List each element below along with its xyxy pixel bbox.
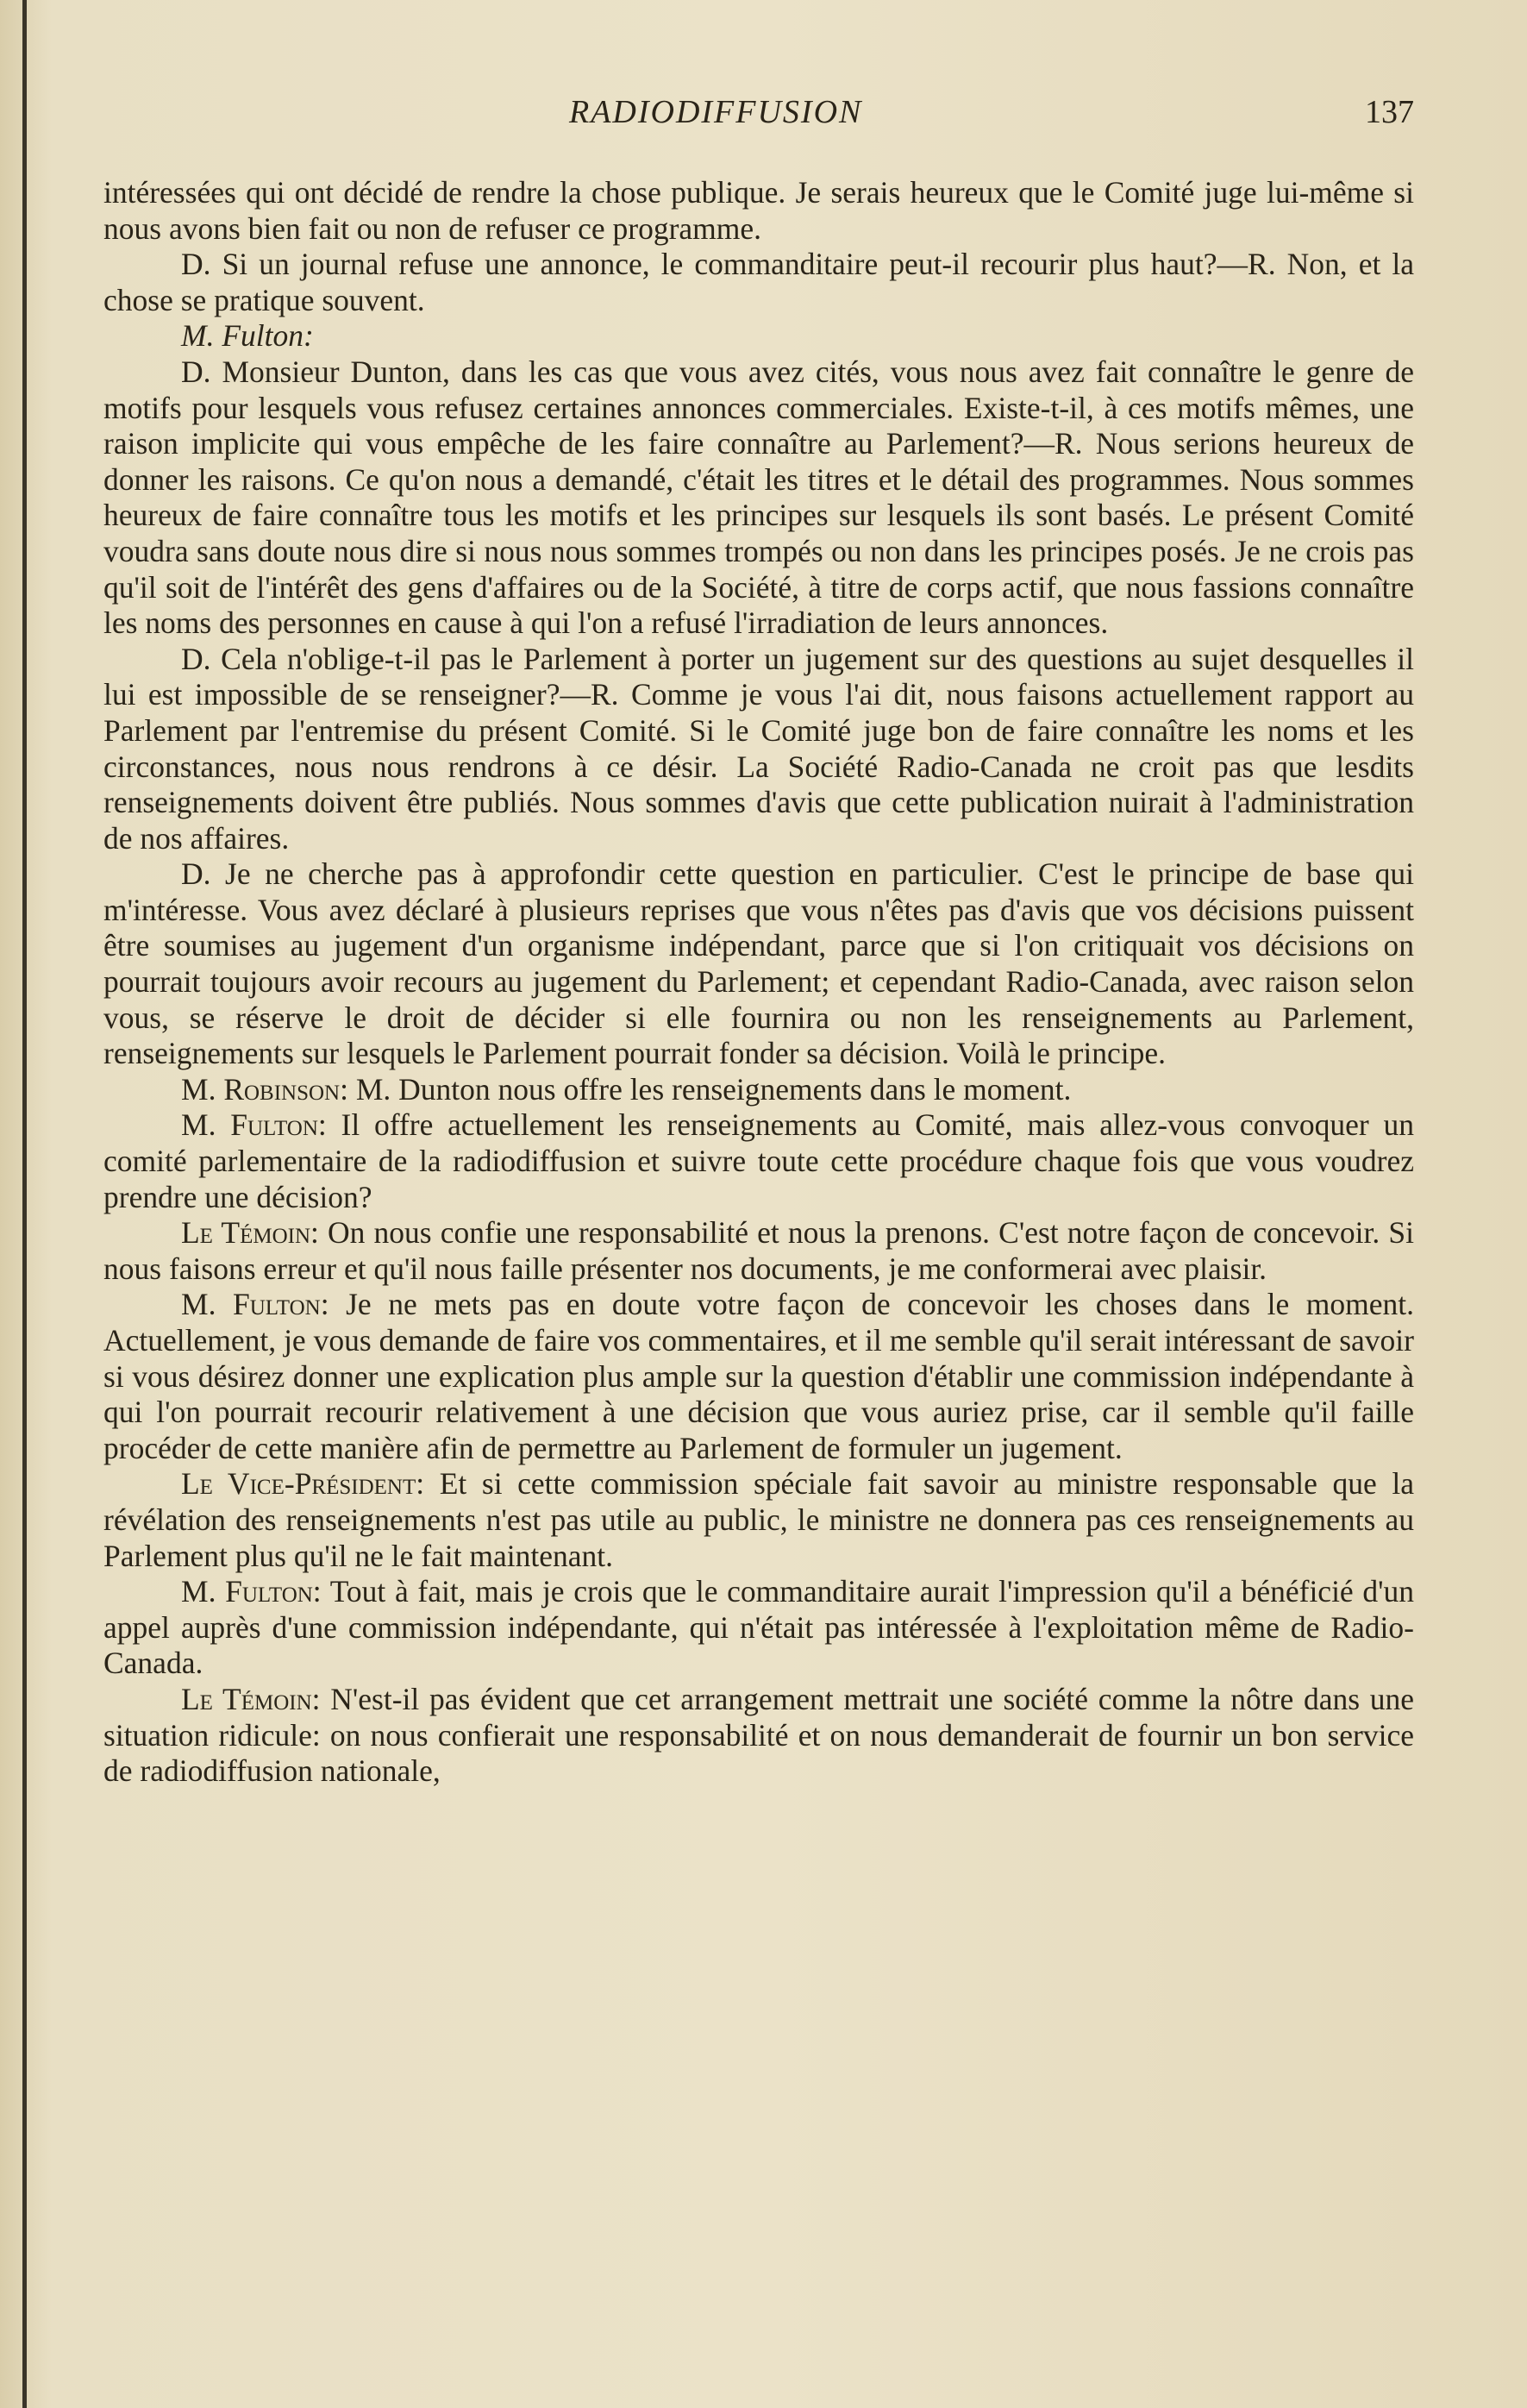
speaker-name: Le Vice-Président: (181, 1466, 425, 1502)
speaker-name: M. Fulton: (181, 1107, 327, 1143)
paragraph-text: M. Dunton nous offre les renseignements dans le moment. (347, 1071, 1072, 1107)
paragraph-text: Et si cette commission spéciale fait savoir au ministre responsable que la révélation des renseignements n'est pas utile au public, le ministre ne donnera pas ces renseignements au Parlement plus qu'il ne le fait maintenant. (103, 1466, 1414, 1573)
running-title: RADIODIFFUSION (569, 94, 863, 130)
page-number: 137 (1365, 94, 1414, 130)
paragraph-text: D. Je ne cherche pas à approfondir cette question en particulier. C'est le principe de base qui m'intéresse. Vous avez déclaré à plusieurs reprises que vous n'êtes pas d'avis que vos décisions puissent être soumises au jugement d'un organisme indépendant, parce que si l'on critiquait vos décisions on pourrait toujours avoir recours au jugement du Parlement; et cependant Radio-Canada, avec raison selon vous, se réserve le droit de décider si elle fournira ou non les renseignements au Parlement, renseignements sur lesquels le Parlement pourrait fonder sa décision. Voilà le principe. (103, 856, 1414, 1071)
paragraph (103, 354, 1414, 642)
binding-edge (22, 0, 27, 2408)
paragraph (103, 1682, 1414, 1790)
paragraph (103, 1466, 1414, 1574)
speaker-name: Le Témoin: (181, 1681, 321, 1716)
speaker-heading (103, 318, 1414, 354)
paragraph (103, 642, 1414, 857)
speaker-name: M. Fulton: (181, 1287, 329, 1322)
page-header (103, 93, 1414, 136)
paragraph-text: On nous confie une responsabilité et nous la prenons. C'est notre façon de concevoir. Si nous faisons erreur et qu'il nous faille présenter nos documents, je me conformerai avec plaisir. (103, 1215, 1414, 1286)
paragraph (103, 1215, 1414, 1287)
speaker-name: M. Fulton: (181, 1574, 322, 1609)
paragraph-text: M. Fulton: (181, 318, 314, 354)
paragraph-text: D. Si un journal refuse une annonce, le commanditaire peut-il recourir plus haut?—R. Non, et la chose se pratique souvent. (103, 247, 1414, 317)
paragraph-text: N'est-il pas évident que cet arrangement mettrait une société comme la nôtre dans une situation ridicule: on nous confierait une responsabilité et on nous demanderait de fournir un bon service de radiodiffusion nationale, (103, 1681, 1415, 1789)
paragraph (103, 1107, 1414, 1215)
paragraph (103, 1574, 1414, 1682)
paragraph (103, 1072, 1414, 1108)
paragraph (103, 247, 1414, 318)
paragraph (103, 175, 1414, 247)
paragraph-text: Je ne mets pas en doute votre façon de concevoir les choses dans le moment. Actuellement, je vous demande de faire vos commentaires, et il me semble qu'il serait intéressant de savoir si vous désirez donner une explication plus ample sur la question d'établir une commission indépendante à qui l'on pourrait recourir relativement à une décision que vous auriez prise, car il semble qu'il faille procéder de cette manière afin de permettre au Parlement de formuler un jugement. (103, 1287, 1414, 1465)
speaker-name: M. Robinson: (181, 1071, 348, 1107)
paragraph (103, 1287, 1414, 1466)
paragraph (103, 856, 1414, 1072)
paragraph-text: D. Cela n'oblige-t-il pas le Parlement à porter un jugement sur des questions au sujet desquelles il lui est impossible de se renseigner?—R. Comme je vous l'ai dit, nous faisons actuellement rapport au Parlement par l'entremise du présent Comité. Si le Comité juge bon de faire connaître les noms et les circonstances, nous nous rendrons à ce désir. La Société Radio-Canada ne croit pas que lesdits renseignements doivent être publiés. Nous sommes d'avis que cette publication nuirait à l'administration de nos affaires. (103, 641, 1414, 856)
paragraph-text: Tout à fait, mais je crois que le commanditaire aurait l'impression qu'il a bénéficié d'un appel auprès d'une commission indépendante, qui n'était pas intéressée à l'exploitation même de Radio-Canada. (103, 1574, 1415, 1681)
paragraph-text: D. Monsieur Dunton, dans les cas que vous avez cités, vous nous avez fait connaître le genre de motifs pour lesquels vous refusez certaines annonces commerciales. Existe-t-il, à ces motifs mêmes, une raison implicite qui vous empêche de les faire connaître au Parlement?—R. Nous serions heureux de donner les raisons. Ce qu'on nous a demandé, c'était les titres et le détail des programmes. Nous sommes heureux de faire connaître tous les motifs et les principes sur lesquels ils sont basés. Le présent Comité voudra sans doute nous dire si nous nous sommes trompés ou non dans les principes posés. Je ne crois pas qu'il soit de l'intérêt des gens d'affaires ou de la Société, à titre de corps actif, que nous fassions connaître les noms des personnes en cause à qui l'on a refusé l'irradiation de leurs annonces. (103, 354, 1414, 641)
speaker-name: Le Témoin: (181, 1215, 319, 1251)
paragraph-text: Il offre actuellement les renseignements au Comité, mais allez-vous convoquer un comité parlementaire de la radiodiffusion et suivre toute cette procédure chaque fois que vous voudrez prendre une décision? (103, 1107, 1414, 1214)
body-text (103, 175, 1414, 1790)
paragraph-text: intéressées qui ont décidé de rendre la chose publique. Je serais heureux que le Comité juge lui-même si nous avons bien fait ou non de refuser ce programme. (103, 175, 1414, 246)
